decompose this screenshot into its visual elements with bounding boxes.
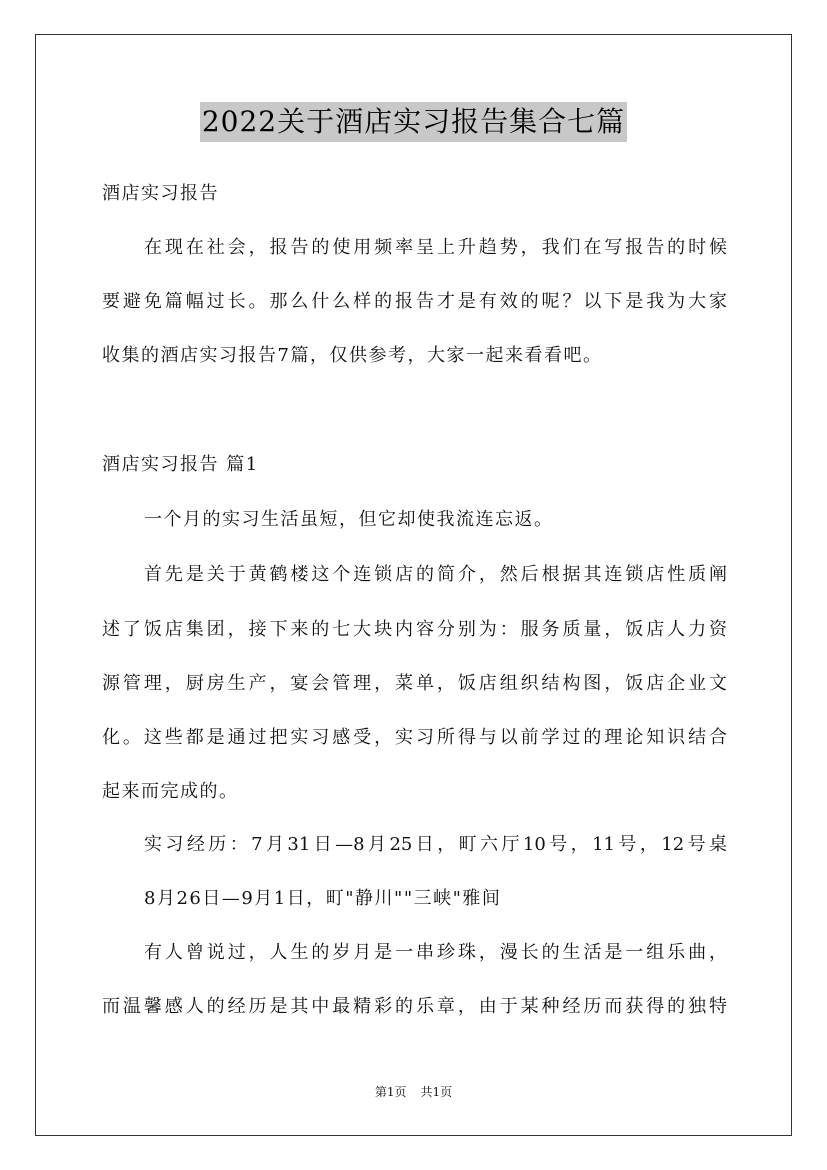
paragraph-line: 一个月的实习生活虽短，但它却使我流连忘返。 [144, 509, 554, 530]
paragraph-line: 而温馨感人的经历是其中最精彩的乐章，由于某种经历而获得的独特 [102, 996, 727, 1017]
title-wrap [0, 102, 827, 142]
paragraph-line: 在现在社会，报告的使用频率呈上升趋势，我们在写报告的时候 [144, 237, 727, 258]
paragraph-line: 收集的酒店实习报告7篇，仅供参考，大家一起来看看吧。 [102, 345, 603, 366]
paragraph-line: 8月26日—9月1日，町"静川""三峡"雅间 [144, 888, 502, 909]
section-heading: 酒店实习报告 [102, 183, 219, 204]
page-total: 共1页 [420, 1085, 453, 1099]
paragraph-line: 实习经历：7月31日—8月25日，町六厅10号，11号，12号桌 [144, 834, 727, 855]
paragraph-line: 源管理，厨房生产，宴会管理，菜单，饭店组织结构图，饭店企业文 [102, 673, 727, 694]
paragraph-line: 有人曾说过，人生的岁月是一串珍珠，漫长的生活是一组乐曲， [144, 942, 727, 963]
page-footer [0, 1084, 827, 1100]
page-number: 第1页 [374, 1085, 407, 1099]
paragraph-line: 要避免篇幅过长。那么什么样的报告才是有效的呢？以下是我为大家 [102, 291, 727, 312]
document-title: 2022关于酒店实习报告集合七篇 [200, 102, 627, 142]
section-heading: 酒店实习报告 篇1 [102, 454, 259, 475]
paragraph-line: 述了饭店集团，接下来的七大块内容分别为：服务质量，饭店人力资 [102, 619, 727, 640]
paragraph-line: 化。这些都是通过把实习感受，实习所得与以前学过的理论知识结合 [102, 727, 727, 748]
paragraph-line: 首先是关于黄鹤楼这个连锁店的简介，然后根据其连锁店性质阐 [144, 564, 727, 585]
paragraph-line: 起来而完成的。 [102, 781, 239, 802]
